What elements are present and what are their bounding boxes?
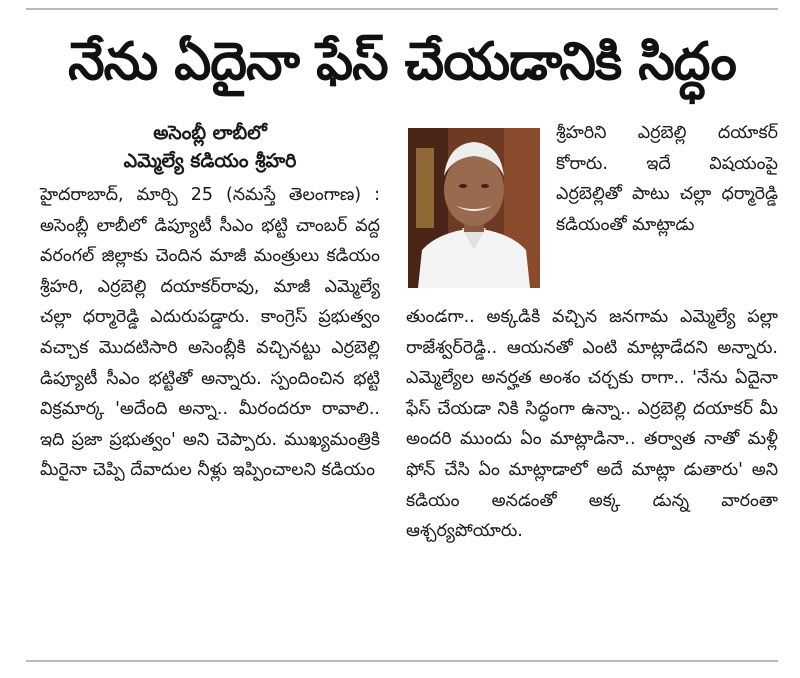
article-body-left-column bbox=[40, 180, 380, 486]
bottom-divider bbox=[26, 660, 778, 662]
body-right-bottom-text: తుండగా.. అక్కడికి వచ్చిన జనగామ ఎమ్మెల్యే పల్లా రాజేశ్వర్‌రెడ్డి.. ఆయనతో ఎంటి మాట్లాడేదని అన్నారు. ఎమ్మెల్యేల అనర్హత అంశం చర్చకు రాగా.. 'నేను ఏదైనా ఫేస్ చేయడా నికి సిద్ధంగా ఉన్నా.. ఎర్రబెల్లి దయాకర్ మీ అందరి ముందు ఏం మాట్లాడినా.. తర్వాత నాతో మళ్లీ ఫోన్ చేసి ఏం మాట్లాడాలో అదే మాట్లా డుతారు' అని కడియం అనడంతో అక్క డున్న వారంతా ఆశ్చర్యపోయారు. bbox=[406, 307, 778, 542]
article-body-right-bottom-column bbox=[406, 302, 778, 547]
portrait-photo-illustration bbox=[408, 128, 540, 288]
article-subheading-line2: ఎమ్మెల్యే కడియం శ్రీహరి bbox=[123, 150, 297, 172]
body-left-text: హైదరాబాద్, మార్చి 25 (నమస్తే తెలంగాణ) : అసెంబ్లీ లాబీలో డిప్యూటీ సీఎం భట్టి చాంబర్ వద్ద వరంగల్ జిల్లాకు చెందిన మాజీ మంత్రులు కడియం శ్రీహరి, ఎర్రబెల్లి దయాకర్‌రావు, మాజీ ఎమ్మెల్యే చల్లా ధర్మారెడ్డి ఎదురుపడ్డారు. కాంగ్రెస్ ప్రభుత్వం వచ్చాక మొదటిసారి అసెంబ్లీకి వచ్చినట్టు ఎర్రబెల్లి డిప్యూటీ సీఎం భట్టితో అన్నారు. స్పందించిన భట్టి విక్రమార్క 'అదేంది అన్నా.. మీరందరూ రావాలి.. ఇది ప్రజా ప్రభుత్వం' అని చెప్పారు. ముఖ్యమంత్రికి మీరైనా చెప్పి దేవాదుల నీళ్లు ఇప్పించాలని కడియం bbox=[40, 185, 380, 481]
article-headline: నేను ఏదైనా ఫేస్ చేయడానికి సిద్ధం bbox=[68, 32, 736, 92]
article-body-right-top-column bbox=[556, 118, 778, 240]
body-right-top-text: శ్రీహరిని ఎర్రబెల్లి దయాకర్ కోరారు. ఇదే విషయంపై ఎర్రబెల్లితో పాటు చల్లా ధర్మారెడ్డి కడియంతో మాట్లాడు bbox=[556, 123, 778, 235]
top-divider bbox=[26, 8, 778, 10]
portrait-photo bbox=[408, 128, 540, 288]
article-subheading-line1: అసెంబ్లీ లాబీలో bbox=[153, 122, 267, 144]
